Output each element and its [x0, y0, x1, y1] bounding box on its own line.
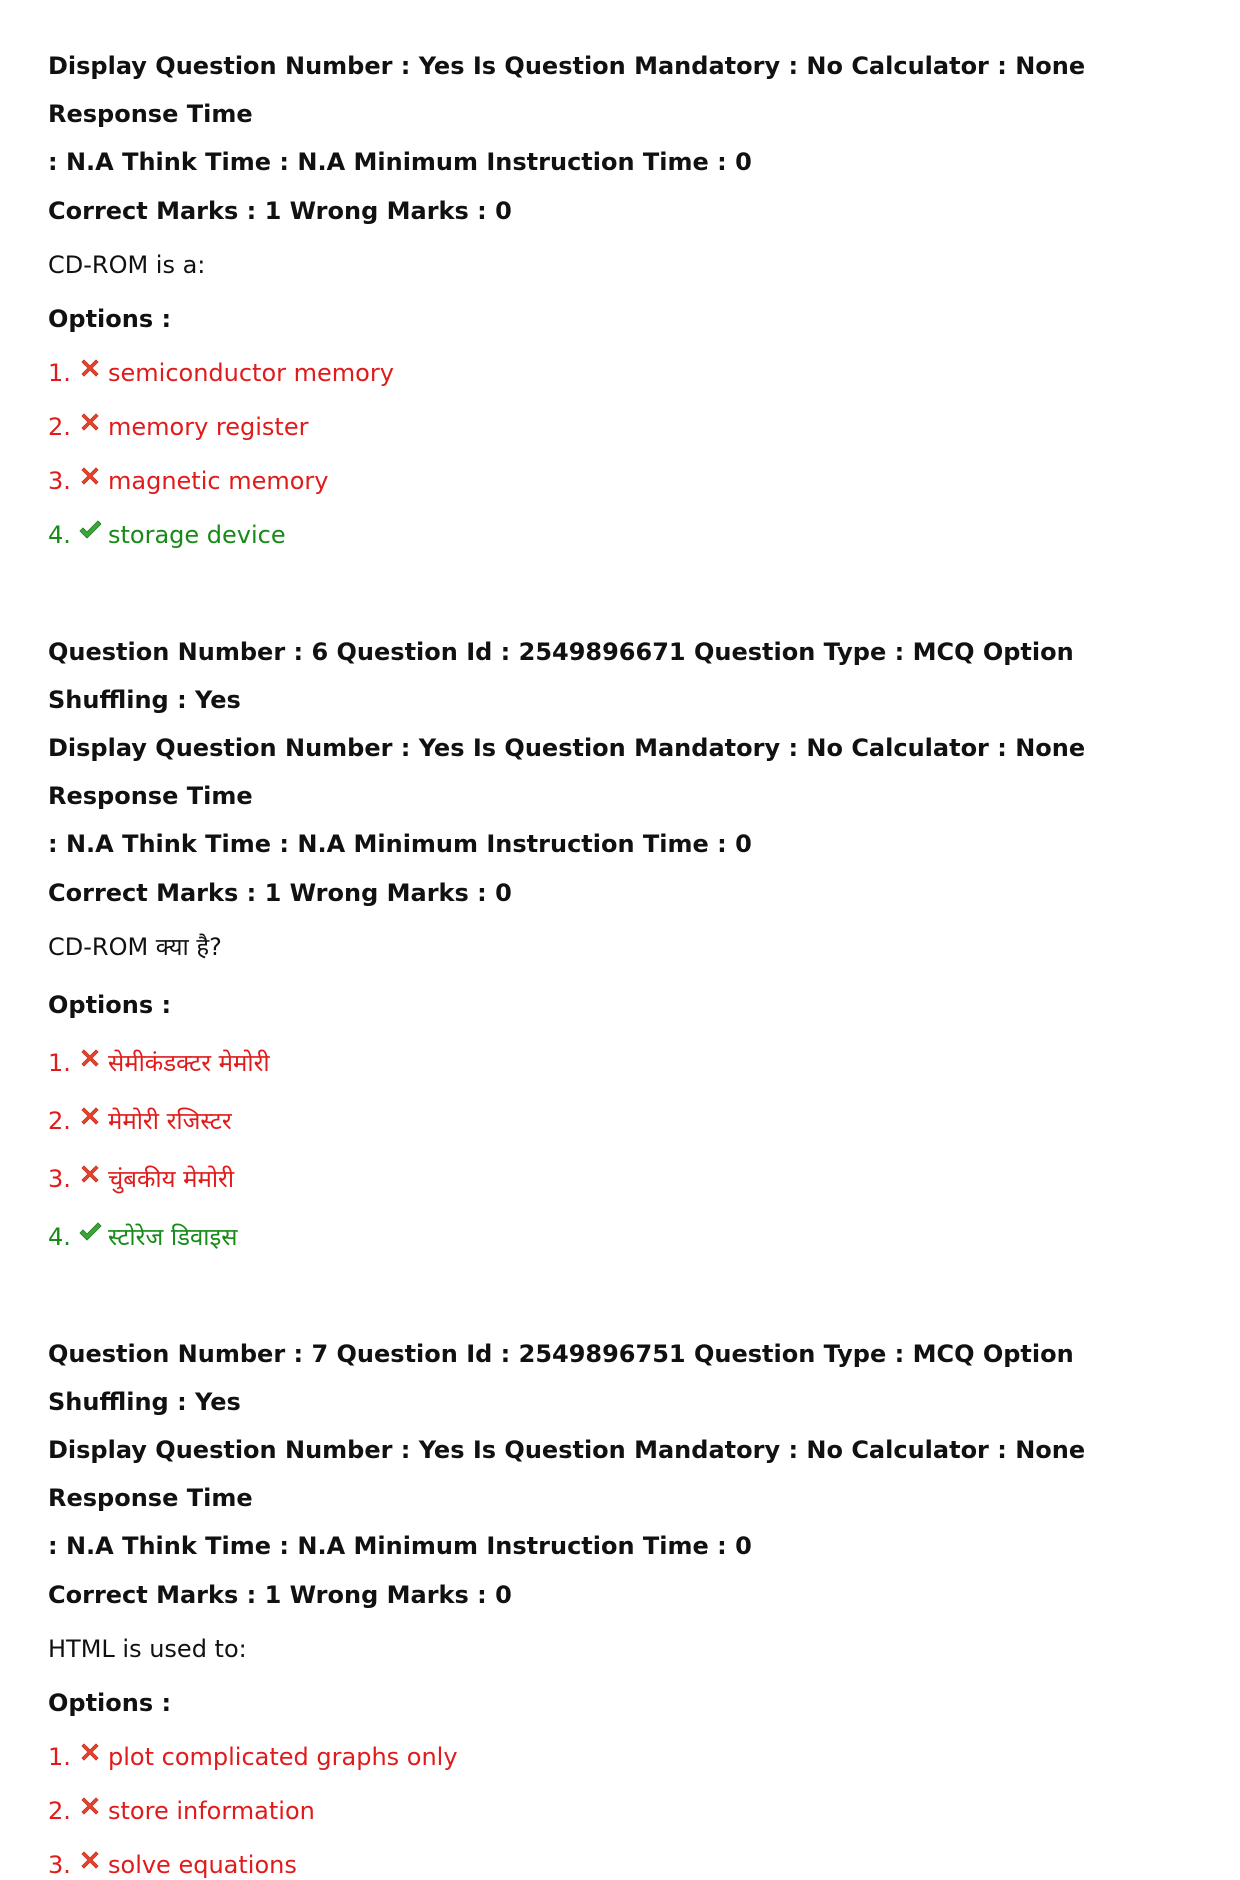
option-number: 1.: [48, 1743, 71, 1771]
options-list: [48, 1048, 1192, 1252]
question-marks: Correct Marks : 1 Wrong Marks : 0: [48, 1581, 512, 1609]
option-number: 1.: [48, 1049, 71, 1077]
question-meta-line: Display Question Number : Yes Is Question Mandatory : No Calculator : None Response Time: [48, 734, 1086, 810]
option-text: magnetic memory: [108, 467, 329, 495]
option-2: [48, 1796, 1192, 1826]
option-text: चुंबकीय मेमोरी: [108, 1165, 235, 1193]
question-text: HTML is used to:: [48, 1635, 247, 1663]
options-list: [48, 358, 1192, 550]
question-meta-line: : N.A Think Time : N.A Minimum Instruction Time : 0: [48, 1532, 752, 1560]
option-1: [48, 358, 1192, 388]
option-2: [48, 412, 1192, 442]
cross-icon: [78, 464, 102, 488]
cross-icon: [78, 1740, 102, 1764]
cross-icon: [78, 1104, 102, 1128]
option-text: मेमोरी रजिस्टर: [108, 1107, 232, 1135]
cross-icon: [78, 356, 102, 380]
options-label: Options :: [48, 1689, 172, 1717]
option-number: 1.: [48, 359, 71, 387]
options-label: Options :: [48, 991, 172, 1019]
option-number: 3.: [48, 467, 71, 495]
option-text: store information: [108, 1797, 315, 1825]
option-number: 2.: [48, 1797, 71, 1825]
option-text: solve equations: [108, 1851, 297, 1879]
option-text: storage device: [108, 521, 286, 549]
question-text: CD-ROM is a:: [48, 251, 206, 279]
question-marks: Correct Marks : 1 Wrong Marks : 0: [48, 197, 512, 225]
option-number: 3.: [48, 1851, 71, 1879]
cross-icon: [78, 1794, 102, 1818]
cross-icon: [78, 1848, 102, 1872]
question-marks: Correct Marks : 1 Wrong Marks : 0: [48, 879, 512, 907]
options-label: Options :: [48, 305, 172, 333]
option-number: 3.: [48, 1165, 71, 1193]
question-meta-line: Question Number : 6 Question Id : 2549896671 Question Type : MCQ Option Shuffling : Yes: [48, 638, 1074, 714]
option-text: सेमीकंडक्टर मेमोरी: [108, 1049, 270, 1077]
option-number: 4.: [48, 521, 71, 549]
option-4: [48, 1222, 1192, 1252]
option-1: [48, 1048, 1192, 1078]
cross-icon: [78, 1046, 102, 1070]
question-meta-line: : N.A Think Time : N.A Minimum Instruction Time : 0: [48, 148, 752, 176]
question-text: CD-ROM क्या है?: [48, 933, 222, 961]
question-7: [48, 1330, 1192, 1880]
check-icon: [78, 518, 102, 542]
option-number: 2.: [48, 413, 71, 441]
check-icon: [78, 1220, 102, 1244]
option-text: semiconductor memory: [108, 359, 394, 387]
option-3: [48, 1850, 1192, 1880]
option-2: [48, 1106, 1192, 1136]
question-5: [48, 42, 1192, 550]
option-number: 4.: [48, 1223, 71, 1251]
question-meta-line: Question Number : 7 Question Id : 2549896751 Question Type : MCQ Option Shuffling : Yes: [48, 1340, 1074, 1416]
option-3: [48, 466, 1192, 496]
question-meta-line: Display Question Number : Yes Is Question Mandatory : No Calculator : None Response Time: [48, 52, 1086, 128]
option-text: plot complicated graphs only: [108, 1743, 458, 1771]
option-number: 2.: [48, 1107, 71, 1135]
option-3: [48, 1164, 1192, 1194]
option-text: memory register: [108, 413, 309, 441]
option-text: स्टोरेज डिवाइस: [108, 1223, 238, 1251]
cross-icon: [78, 1162, 102, 1186]
option-4: [48, 520, 1192, 550]
question-meta-line: Display Question Number : Yes Is Question Mandatory : No Calculator : None Response Time: [48, 1436, 1086, 1512]
option-1: [48, 1742, 1192, 1772]
cross-icon: [78, 410, 102, 434]
question-6: [48, 628, 1192, 1252]
options-list: [48, 1742, 1192, 1880]
question-meta-line: : N.A Think Time : N.A Minimum Instruction Time : 0: [48, 830, 752, 858]
